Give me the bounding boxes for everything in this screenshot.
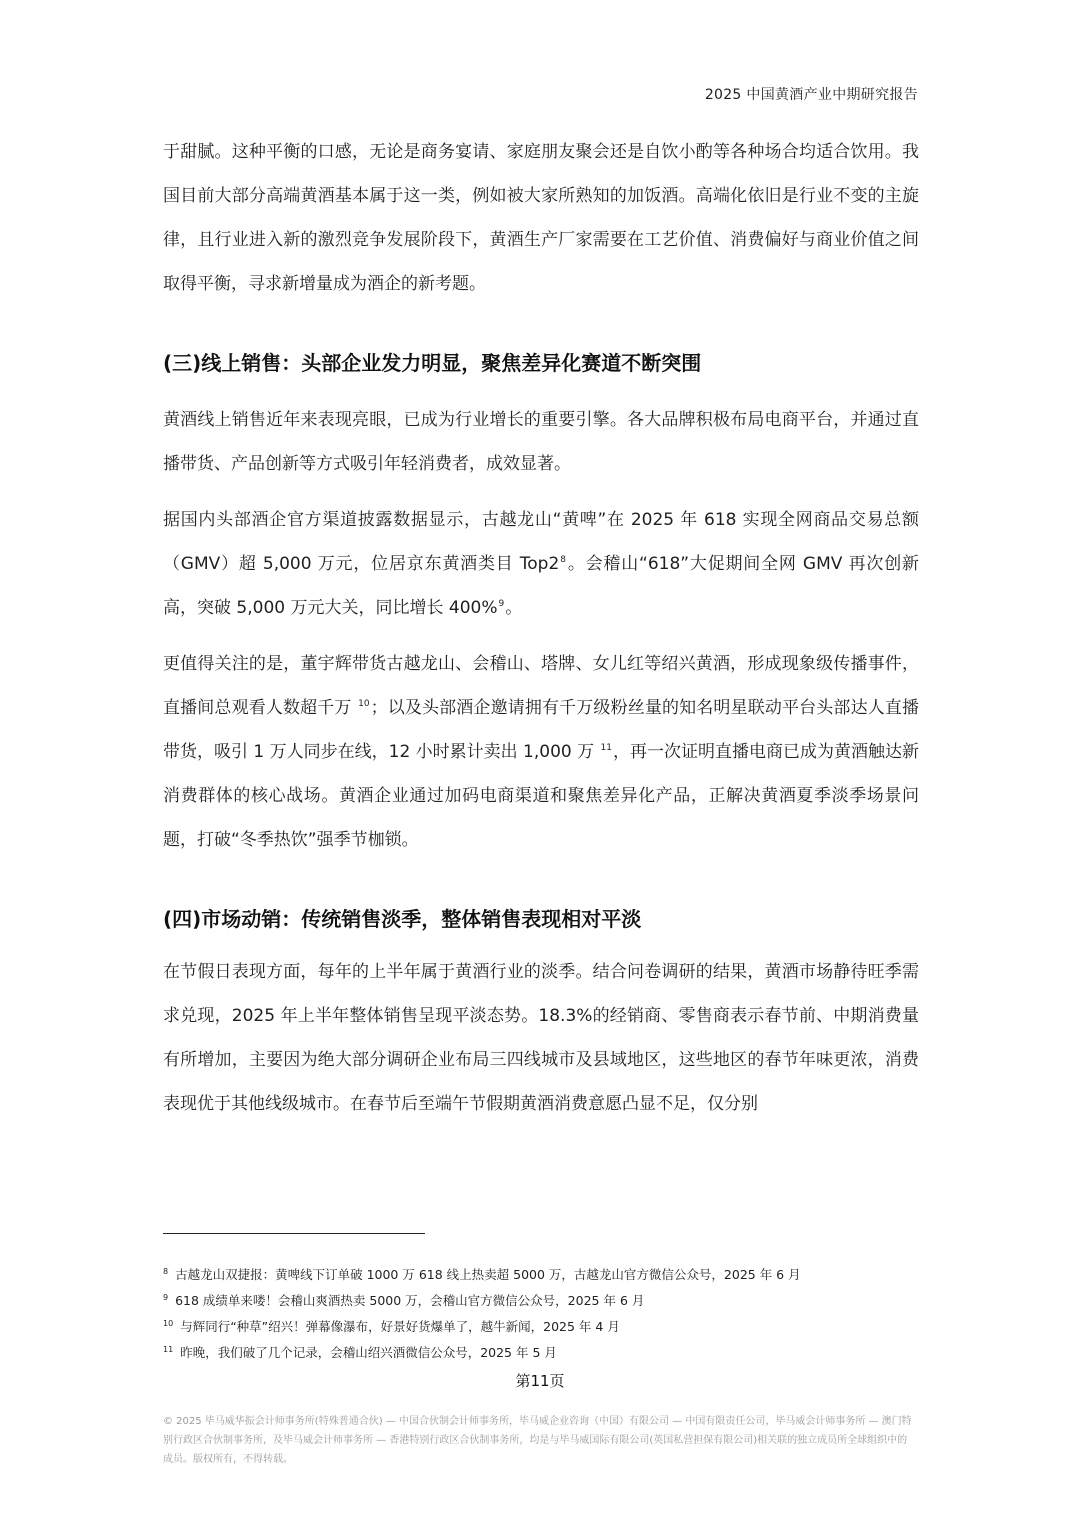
paragraph-3-text-c: 。 xyxy=(505,598,523,618)
legal-notice: © 2025 毕马威华振会计师事务所(特殊普通合伙) — 中国合伙制会计师事务所，毕马威企业咨询（中国）有限公司 — 中国有限责任公司，毕马威会计师事务所 — 澳门特别行政区合伙制事务所，及毕马威会计师事务所 — 香港特别行政区合伙制事务所，均是与毕马威国际有限公司(英国私营担保有限公司)相关联的独立成员所全球组织中的成员。版权所有，不得转载。 xyxy=(163,1416,912,1465)
paragraph-3-text-b: 。会稽山“618”大促期间全网 GMV 再次创新高，突破 5,000 万元大关，同比增长 400% xyxy=(163,554,920,618)
footnote-number: 9 xyxy=(163,1292,169,1302)
page-number: 第11页 xyxy=(515,1372,565,1390)
footnote-9 xyxy=(163,1288,923,1314)
footnote-number: 10 xyxy=(163,1318,174,1328)
footnotes xyxy=(163,1262,923,1366)
paragraph-4 xyxy=(163,642,919,862)
paragraph-4-text-a: 更值得关注的是，董宇辉带货古越龙山、会稽山、塔牌、女儿红等绍兴黄酒，形成现象级传播事件，直播间总观看人数超千万 xyxy=(163,654,919,718)
running-header: 2025 中国黄酒产业中期研究报告 xyxy=(704,87,918,103)
section-heading-4: (四)市场动销：传统销售淡季，整体销售表现相对平淡 xyxy=(163,907,642,931)
footnote-8 xyxy=(163,1262,923,1288)
paragraph-3 xyxy=(163,498,919,630)
footnote-ref-11: 11 xyxy=(600,743,612,754)
paragraph-5: 在节假日表现方面，每年的上半年属于黄酒行业的淡季。结合问卷调研的结果，黄酒市场静待旺季需求兑现，2025 年上半年整体销售呈现平淡态势。18.3%的经销商、零售商表示春节前、中期消费量有所增加，主要因为绝大部分调研企业布局三四线城市及县域地区，这些地区的春节年味更浓，消费表现优于其他线级城市。在春节后至端午节假期黄酒消费意愿凸显不足，仅分别 xyxy=(163,962,919,1114)
section-heading-3: (三)线上销售：头部企业发力明显，聚焦差异化赛道不断突围 xyxy=(163,351,702,375)
footnote-ref-10: 10 xyxy=(358,699,370,710)
main-content xyxy=(163,130,919,1126)
footnote-10 xyxy=(163,1314,923,1340)
footnote-text: 昨晚，我们破了几个记录，会稽山绍兴酒微信公众号，2025 年 5 月 xyxy=(180,1345,557,1360)
footnote-text: 618 成绩单来喽！会稽山爽酒热卖 5000 万，会稽山官方微信公众号，2025 年 6 月 xyxy=(175,1293,645,1308)
paragraph-2: 黄酒线上销售近年来表现亮眼，已成为行业增长的重要引擎。各大品牌积极布局电商平台，并通过直播带货、产品创新等方式吸引年轻消费者，成效显著。 xyxy=(163,410,919,474)
footnote-text: 与辉同行“种草”绍兴！弹幕像瀑布，好景好货爆单了，越牛新闻，2025 年 4 月 xyxy=(180,1319,620,1334)
footnote-number: 8 xyxy=(163,1266,169,1276)
footnote-ref-9: 9 xyxy=(498,599,505,610)
footnote-divider xyxy=(163,1233,425,1234)
paragraph-4-text-c: ，再一次证明直播电商已成为黄酒触达新消费群体的核心战场。黄酒企业通过加码电商渠道和聚焦差异化产品，正解决黄酒夏季淡季场景问题，打破“冬季热饮”强季节枷锁。 xyxy=(163,742,919,850)
paragraph-4-text-b: ；以及头部酒企邀请拥有千万级粉丝量的知名明星联动平台头部达人直播带货，吸引 1 万人同步在线，12 小时累计卖出 1,000 万 xyxy=(163,698,920,762)
paragraph-1: 于甜腻。这种平衡的口感，无论是商务宴请、家庭朋友聚会还是自饮小酌等各种场合均适合饮用。我国目前大部分高端黄酒基本属于这一类，例如被大家所熟知的加饭酒。高端化依旧是行业不变的主旋律，且行业进入新的激烈竞争发展阶段下，黄酒生产厂家需要在工艺价值、消费偏好与商业价值之间取得平衡，寻求新增量成为酒企的新考题。 xyxy=(163,142,919,294)
footnote-ref-8: 8 xyxy=(560,555,567,566)
paragraph-3-text-a: 据国内头部酒企官方渠道披露数据显示，古越龙山“黄啤”在 2025 年 618 实现全网商品交易总额（GMV）超 5,000 万元，位居京东黄酒类目 Top2 xyxy=(163,510,919,574)
footnote-text: 古越龙山双捷报：黄啤线下订单破 1000 万 618 线上热卖超 5000 万，古越龙山官方微信公众号，2025 年 6 月 xyxy=(175,1267,801,1282)
footnote-11 xyxy=(163,1340,923,1366)
footnote-number: 11 xyxy=(163,1344,174,1354)
